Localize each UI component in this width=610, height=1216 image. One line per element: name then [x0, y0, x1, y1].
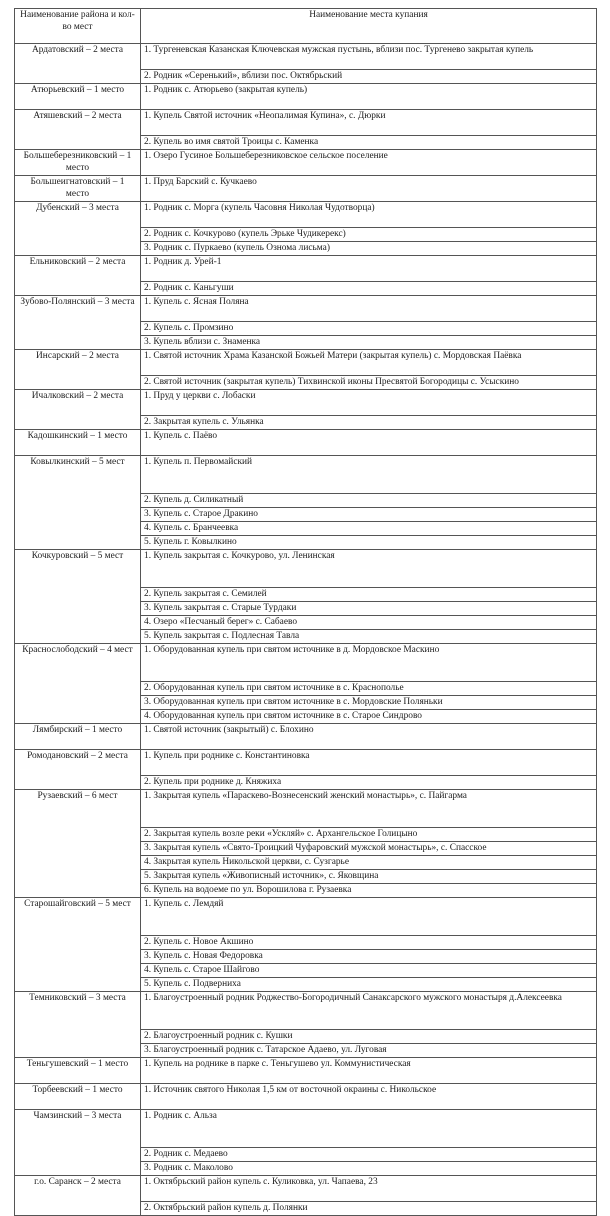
table-row [15, 550, 597, 588]
table-row [15, 1058, 597, 1084]
table-row [15, 644, 597, 682]
place-cell: 2. Октябрьский район купель д. Полянки [141, 1202, 597, 1216]
table-row [15, 390, 597, 416]
place-cell: 1. Купель с. Лемдяй [141, 898, 597, 936]
district-cell: Рузаевский – 6 мест [15, 790, 141, 898]
district-cell: Лямбирский – 1 место [15, 724, 141, 750]
table-row [15, 1176, 597, 1202]
district-cell: Зубово-Полянский – 3 места [15, 296, 141, 350]
district-cell: Теньгушевский – 1 место [15, 1058, 141, 1084]
place-cell: 1. Купель на роднике в парке с. Теньгушево ул. Коммунистическая [141, 1058, 597, 1084]
table-row [15, 256, 597, 282]
place-cell: 1. Октябрьский район купель с. Куликовка, ул. Чапаева, 23 [141, 1176, 597, 1202]
table-row [15, 44, 597, 70]
table-row [15, 150, 597, 176]
place-cell: 2. Купель д. Силикатный [141, 494, 597, 508]
table-row [15, 992, 597, 1030]
place-cell: 2. Святой источник (закрытая купель) Тихвинской иконы Пресвятой Богородицы с. Усыскино [141, 376, 597, 390]
district-cell: Ичалковский – 2 места [15, 390, 141, 430]
place-cell: 2. Закрытая купель с. Ульянка [141, 416, 597, 430]
district-cell: Ковылкинский – 5 мест [15, 456, 141, 550]
district-cell: Большеигнатовский – 1 место [15, 176, 141, 202]
table-row [15, 724, 597, 750]
table-row [15, 176, 597, 202]
place-cell: 2. Благоустроенный родник с. Кушки [141, 1030, 597, 1044]
place-cell: 4. Купель с. Старое Шайгово [141, 964, 597, 978]
bathing-places-table [14, 8, 597, 1216]
place-cell: 3. Родник с. Маколово [141, 1162, 597, 1176]
place-cell: 2. Оборудованная купель при святом источнике в с. Краснополье [141, 682, 597, 696]
place-cell: 1. Озеро Гусиное Большеберезниковское сельское поселение [141, 150, 597, 176]
district-cell: Краснослободский – 4 мест [15, 644, 141, 724]
place-cell: 1. Родник д. Урей-1 [141, 256, 597, 282]
place-cell: 1. Родник с. Альза [141, 1110, 597, 1148]
place-cell: 3. Купель с. Новая Федоровка [141, 950, 597, 964]
table-row [15, 456, 597, 494]
place-cell: 2. Закрытая купель возле реки «Ускляй» с. Архангельское Голицыно [141, 828, 597, 842]
place-cell: 2. Родник с. Каньгуши [141, 282, 597, 296]
place-cell: 1. Источник святого Николая 1,5 км от восточной окраины с. Никольское [141, 1084, 597, 1110]
place-cell: 5. Купель г. Ковылкино [141, 536, 597, 550]
document-page [14, 8, 596, 1216]
place-cell: 3. Благоустроенный родник с. Татарское Адаево, ул. Луговая [141, 1044, 597, 1058]
place-cell: 2. Родник с. Медаево [141, 1148, 597, 1162]
table-body [15, 44, 597, 1216]
district-cell: Торбеевский – 1 место [15, 1084, 141, 1110]
district-cell: Ардатовский – 2 места [15, 44, 141, 84]
place-cell: 6. Купель на водоеме по ул. Ворошилова г. Рузаевка [141, 884, 597, 898]
place-cell: 2. Купель во имя святой Троицы с. Каменка [141, 136, 597, 150]
place-cell: 1. Купель с. Паёво [141, 430, 597, 456]
place-cell: 2. Купель при роднике д. Княжиха [141, 776, 597, 790]
place-cell: 2. Родник «Серенький», вблизи пос. Октябрьский [141, 70, 597, 84]
place-cell: 3. Купель закрытая с. Старые Турдаки [141, 602, 597, 616]
district-cell: Инсарский – 2 места [15, 350, 141, 390]
table-header-row [15, 9, 597, 44]
place-cell: 2. Купель закрытая с. Семилей [141, 588, 597, 602]
place-cell: 1. Святой источник (закрытый) с. Блохино [141, 724, 597, 750]
place-cell: 1. Пруд у церкви с. Лобаски [141, 390, 597, 416]
place-cell: 4. Закрытая купель Никольской церкви, с. Сузгарье [141, 856, 597, 870]
place-cell: 1. Закрытая купель «Параскево-Вознесенский женский монастырь», с. Пайгарма [141, 790, 597, 828]
district-cell: Чамзинский – 3 места [15, 1110, 141, 1176]
place-cell: 3. Закрытая купель «Свято-Троицкий Чуфаровский мужской монастырь», с. Спасское [141, 842, 597, 856]
place-cell: 1. Родник с. Морга (купель Часовня Николая Чудотворца) [141, 202, 597, 228]
place-cell: 1. Благоустроенный родник Роджество-Богородичный Санаксарского мужского монастыря д.Алексеевка [141, 992, 597, 1030]
place-cell: 1. Родник с. Атюрьево (закрытая купель) [141, 84, 597, 110]
header-place-name: Наименование места купания [141, 9, 597, 44]
table-row [15, 430, 597, 456]
table-row [15, 790, 597, 828]
district-cell: Дубенский – 3 места [15, 202, 141, 256]
place-cell: 1. Купель закрытая с. Кочкурово, ул. Ленинская [141, 550, 597, 588]
place-cell: 1. Пруд Барский с. Кучкаево [141, 176, 597, 202]
district-cell: г.о. Саранск – 2 места [15, 1176, 141, 1216]
district-cell: Атюрьевский – 1 место [15, 84, 141, 110]
place-cell: 4. Купель с. Бранчеевка [141, 522, 597, 536]
table-row [15, 296, 597, 322]
table-row [15, 1110, 597, 1148]
table-row [15, 110, 597, 136]
district-cell: Кадошкинский – 1 место [15, 430, 141, 456]
place-cell: 1. Тургеневская Казанская Ключевская мужская пустынь, вблизи пос. Тургенево закрытая купель [141, 44, 597, 70]
district-cell: Ромодановский – 2 места [15, 750, 141, 790]
district-cell: Старошайговский – 5 мест [15, 898, 141, 992]
table-row [15, 1084, 597, 1110]
place-cell: 5. Купель закрытая с. Подлесная Тавла [141, 630, 597, 644]
place-cell: 1. Оборудованная купель при святом источнике в д. Мордовское Маскино [141, 644, 597, 682]
table-row [15, 898, 597, 936]
place-cell: 1. Купель Святой источник «Неопалимая Купина», с. Дюрки [141, 110, 597, 136]
district-cell: Большеберезниковский – 1 место [15, 150, 141, 176]
place-cell: 2. Купель с. Промзино [141, 322, 597, 336]
place-cell: 5. Закрытая купель «Живописный источник», с. Яковщина [141, 870, 597, 884]
district-cell: Кочкуровский – 5 мест [15, 550, 141, 644]
table-row [15, 350, 597, 376]
place-cell: 3. Купель вблизи с. Знаменка [141, 336, 597, 350]
table-row [15, 84, 597, 110]
place-cell: 1. Купель с. Ясная Поляна [141, 296, 597, 322]
district-cell: Темниковский – 3 места [15, 992, 141, 1058]
place-cell: 3. Оборудованная купель при святом источнике в с. Мордовские Поляньки [141, 696, 597, 710]
place-cell: 1. Купель при роднике с. Константиновка [141, 750, 597, 776]
place-cell: 1. Купель п. Первомайский [141, 456, 597, 494]
place-cell: 2. Родник с. Кочкурово (купель Эрьке Чудикерекс) [141, 228, 597, 242]
district-cell: Атяшевский – 2 места [15, 110, 141, 150]
table-row [15, 202, 597, 228]
header-district-count: Наименование района и кол-во мест [15, 9, 141, 44]
place-cell: 3. Купель с. Старое Дракино [141, 508, 597, 522]
place-cell: 4. Озеро «Песчаный берег» с. Сабаево [141, 616, 597, 630]
place-cell: 1. Святой источник Храма Казанской Божьей Матери (закрытая купель) с. Мордовская Паёвка [141, 350, 597, 376]
place-cell: 4. Оборудованная купель при святом источнике в с. Старое Синдрово [141, 710, 597, 724]
place-cell: 5. Купель с. Подверниха [141, 978, 597, 992]
place-cell: 2. Купель с. Новое Акшино [141, 936, 597, 950]
place-cell: 3. Родник с. Пуркаево (купель Ознома лисьма) [141, 242, 597, 256]
table-row [15, 750, 597, 776]
district-cell: Ельниковский – 2 места [15, 256, 141, 296]
